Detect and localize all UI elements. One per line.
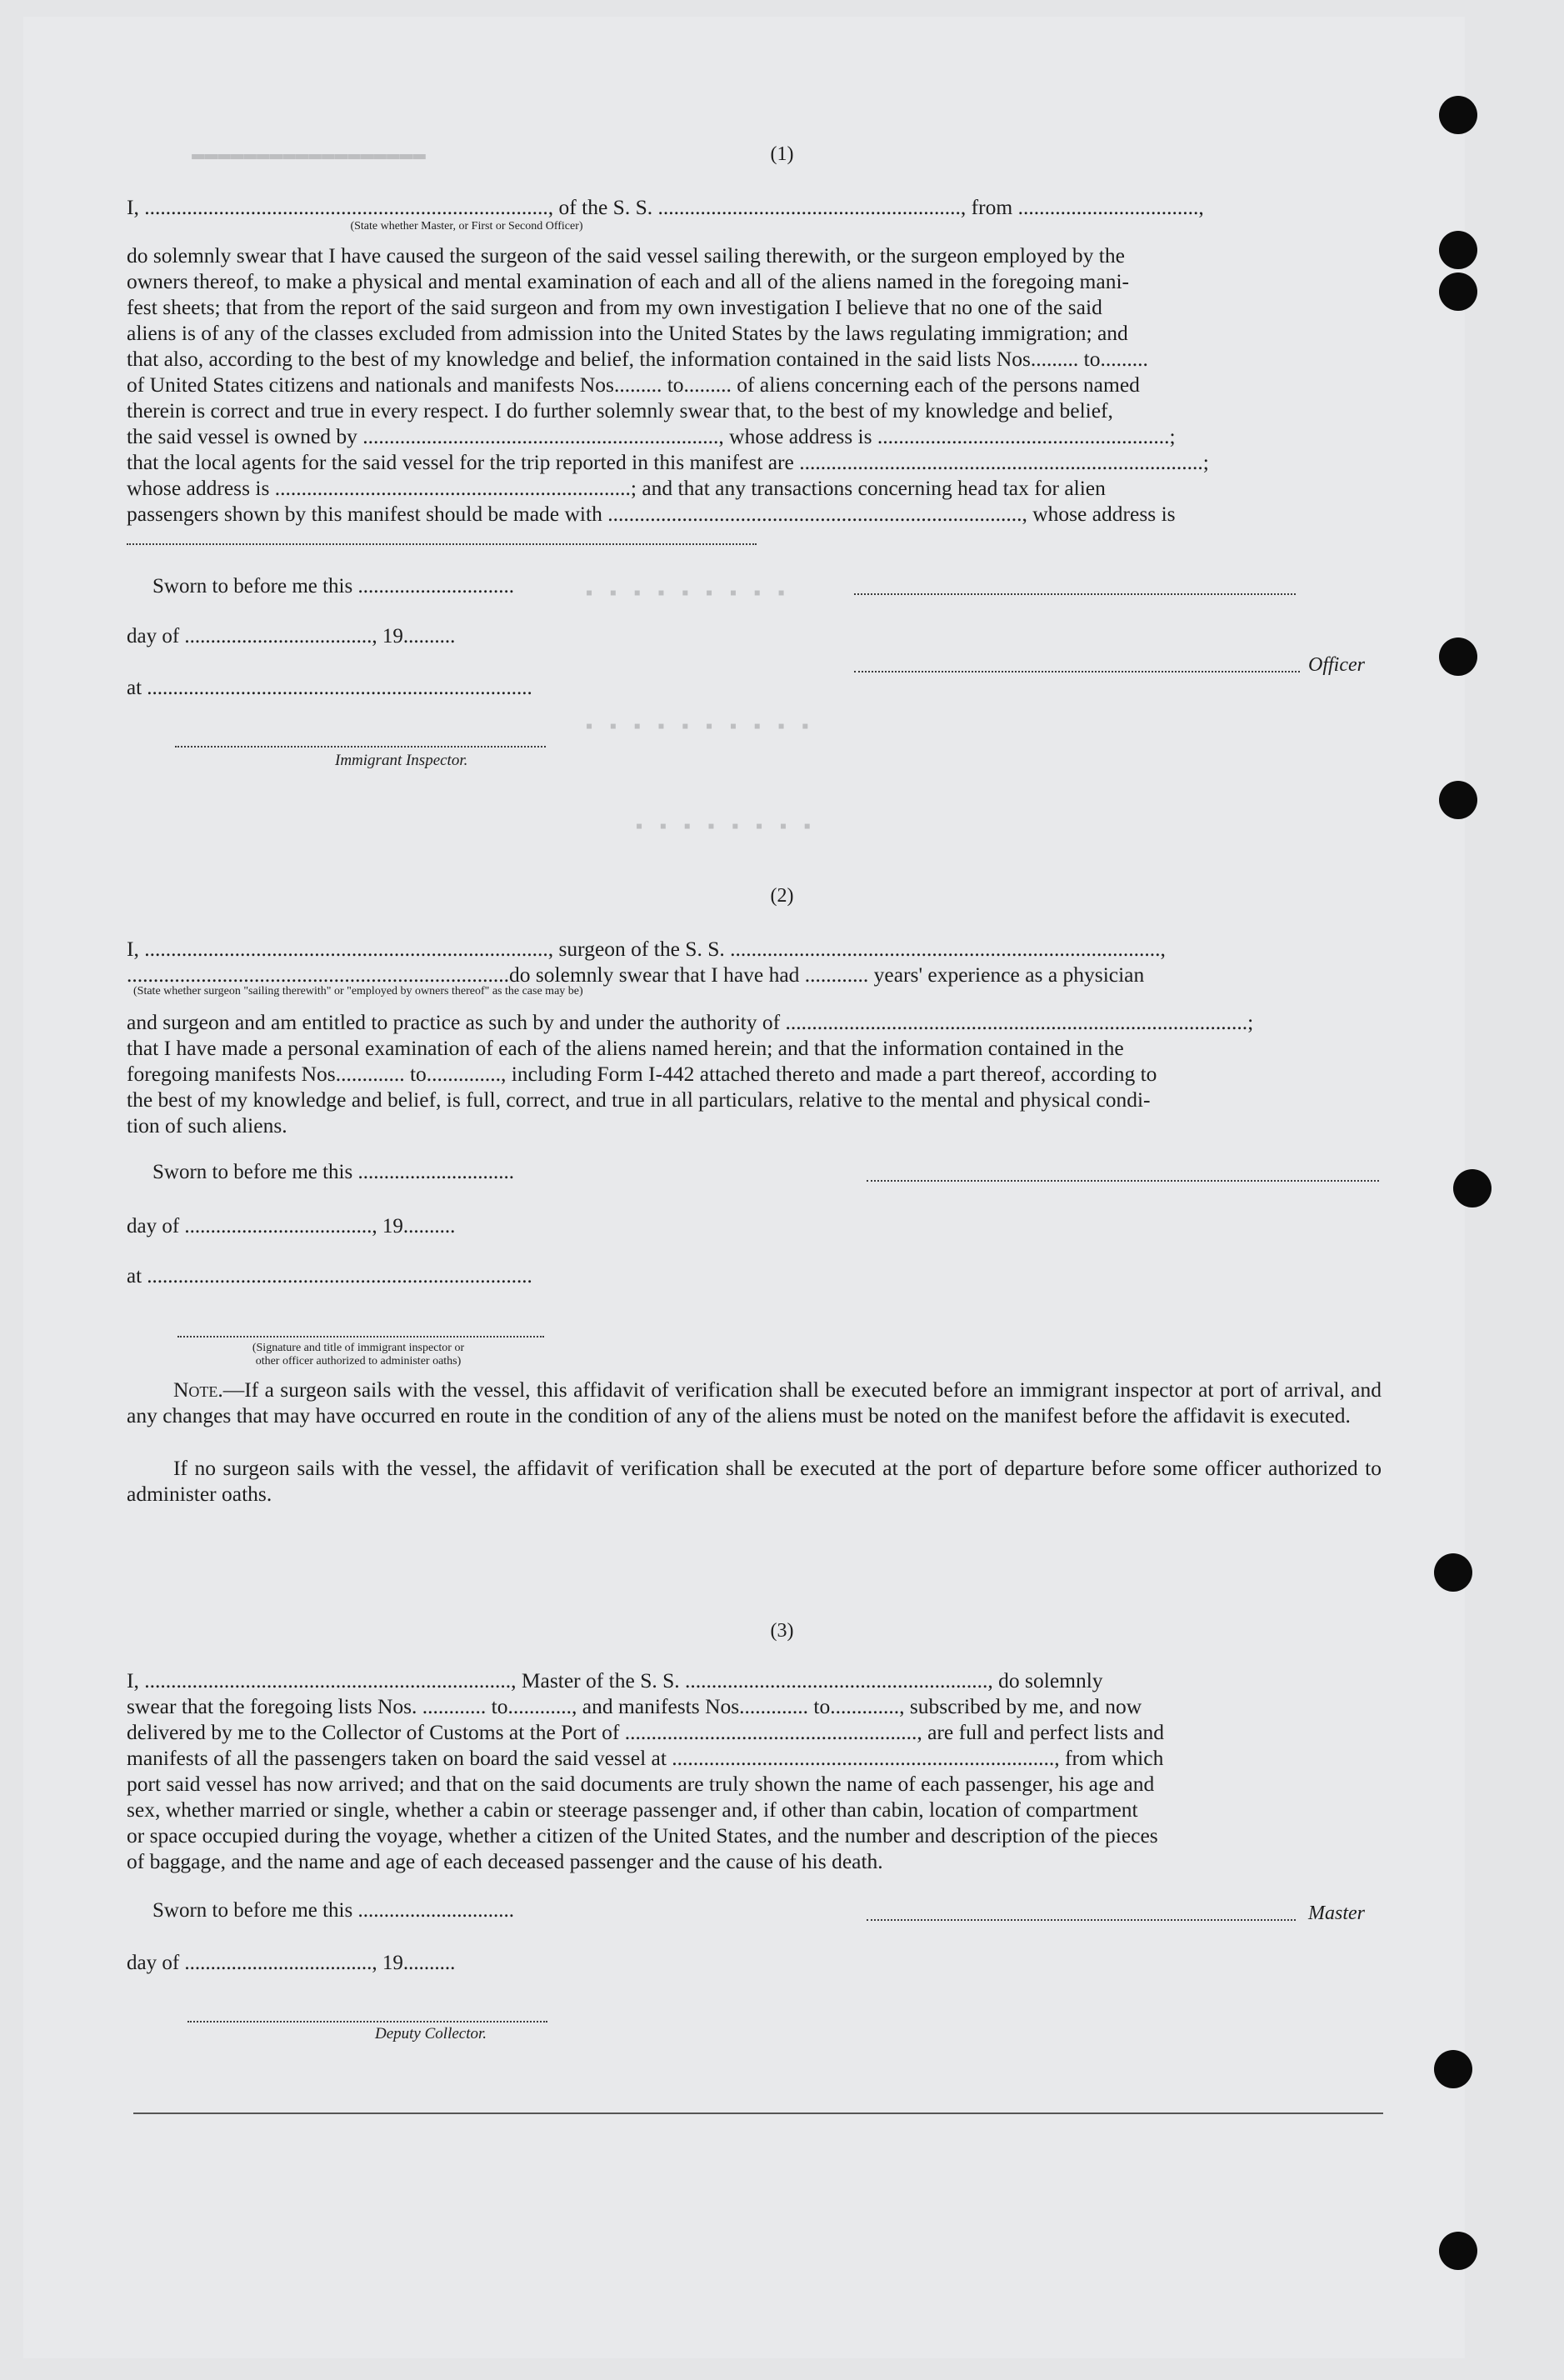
- punch-hole: [1434, 2050, 1472, 2088]
- signature-note-line: (Signature and title of immigrant inspector or: [252, 1342, 465, 1354]
- section-3-number: (3): [770, 1620, 794, 1642]
- section-1-number: (1): [770, 143, 794, 165]
- at-line: at ..........................................................................: [127, 1265, 532, 1288]
- affidavit-line: the best of my knowledge and belief, is full, correct, and true in all particulars, relative to the mental and physical condi-: [127, 1088, 1151, 1112]
- affidavit-line: tion of such aliens.: [127, 1113, 287, 1138]
- affidavit-line: whose address is ...................................................................; and that any transactions concerning head tax for alien: [127, 476, 1106, 500]
- inspector-signature-line: [177, 1336, 544, 1338]
- day-of-line: day of ...................................., 19..........: [127, 625, 456, 648]
- affidavit-line: of United States citizens and nationals and manifests Nos......... to......... of aliens concerning each of the persons named: [127, 372, 1140, 397]
- bleed-through-mark: ▪ ▪ ▪ ▪ ▪ ▪ ▪ ▪: [633, 817, 814, 839]
- bottom-rule: [133, 2112, 1383, 2114]
- affidavit-line: that also, according to the best of my knowledge and belief, the information contained in the said lists Nos......... to.........: [127, 347, 1148, 371]
- section-1-affidavit: [127, 194, 1382, 220]
- section-2-affidavit-body: [127, 1009, 1382, 1138]
- inspector-signature-line: [175, 746, 546, 748]
- affidavit-line: of baggage, and the name and age of each deceased passenger and the cause of his death.: [127, 1849, 883, 1873]
- affidavit-line: that I have made a personal examination of each of the aliens named herein; and that the information contained in the: [127, 1036, 1124, 1060]
- address-continuation-line: [127, 543, 757, 545]
- affidavit-line: or space occupied during the voyage, whether a citizen of the United States, and the number and description of the pieces: [127, 1823, 1158, 1848]
- affidavit-line: that the local agents for the said vessel for the trip reported in this manifest are ............................................................................;: [127, 450, 1209, 474]
- affidavit-line: therein is correct and true in every respect. I do further solemnly swear that, to the best of my knowledge and belief,: [127, 398, 1113, 422]
- affidavit-line: ........................................................................do solemnly swear that I have had ............ years' experience as a physician: [127, 962, 1145, 987]
- officer-caption: Officer: [1308, 654, 1365, 676]
- sworn-line: Sworn to before me this ..............................: [152, 1899, 514, 1922]
- affidavit-line: I, ....................................................................., Master of the S. S. ........................................................., do solemnly: [127, 1668, 1103, 1692]
- affidavit-line: do solemnly swear that I have caused the surgeon of the said vessel sailing therewith, or the surgeon employed by the: [127, 243, 1125, 268]
- affidavit-line: foregoing manifests Nos............. to.............., including Form I-442 attached thereto and made a part thereof, according to: [127, 1062, 1157, 1086]
- affidavit-line: owners thereof, to make a physical and mental examination of each and all of the aliens named in the foregoing mani-: [127, 269, 1130, 293]
- signature-note: [158, 1342, 558, 1368]
- affidavit-line: fest sheets; that from the report of the said surgeon and from my own investigation I believe that no one of the said: [127, 295, 1102, 319]
- punch-hole: [1434, 1553, 1472, 1592]
- punch-hole: [1439, 272, 1477, 311]
- affidavit-line: swear that the foregoing lists Nos. ............ to............, and manifests Nos............. to............., subscribed by me, and now: [127, 1694, 1142, 1718]
- note-text-2: If no surgeon sails with the vessel, the affidavit of verification shall be executed at the port of departure before some officer authorized to administer oaths.: [127, 1456, 1382, 1506]
- punch-hole: [1439, 781, 1477, 819]
- affidavit-line: aliens is of any of the classes excluded from admission into the United States by the laws regulating immigration; and: [127, 321, 1128, 345]
- day-of-line: day of ...................................., 19..........: [127, 1952, 456, 1974]
- collector-signature-line: [187, 2021, 547, 2022]
- punch-hole: [1439, 231, 1477, 269]
- punch-hole: [1439, 96, 1477, 134]
- punch-hole: [1439, 638, 1477, 676]
- sworn-line: Sworn to before me this ..............................: [152, 1161, 514, 1183]
- master-caption: Master: [1308, 1902, 1365, 1924]
- inspector-caption: Immigrant Inspector.: [335, 752, 468, 769]
- note-label: Note.: [173, 1378, 223, 1402]
- collector-caption: Deputy Collector.: [375, 2025, 487, 2042]
- affidavit-line: I, ............................................................................, surgeon of the S. S. .................................................................................,: [127, 937, 1166, 961]
- affidavit-line: the said vessel is owned by ..................................................................., whose address is .......................................................;: [127, 424, 1176, 448]
- surgeon-status-note: (State whether surgeon "sailing therewith" or "employed by owners thereof" as the case may be): [133, 985, 583, 998]
- signature-note-line: other officer authorized to administer oaths): [255, 1355, 462, 1368]
- punch-hole: [1453, 1169, 1492, 1208]
- note-paragraph-2: [127, 1455, 1382, 1507]
- bleed-through-mark: ▬▬▬▬▬▬▬▬▬▬▬▬▬▬▬▬▬▬: [192, 142, 426, 167]
- section-2-affidavit: [127, 936, 1382, 988]
- affidavit-line: passengers shown by this manifest should be made with .............................................................................., whose address is: [127, 502, 1176, 526]
- surgeon-signature-line: [867, 1180, 1379, 1182]
- day-of-line: day of ...................................., 19..........: [127, 1215, 456, 1238]
- section-3-affidavit: [127, 1668, 1382, 1874]
- section-1-affidavit-body: [127, 242, 1382, 527]
- bleed-through-mark: ▪ ▪ ▪ ▪ ▪ ▪ ▪ ▪ ▪: [583, 583, 787, 606]
- note-text: —If a surgeon sails with the vessel, this affidavit of verification shall be executed before an immigrant inspector at port of arrival, and any changes that may have occurred en route in the condition of any of the aliens must be noted on the manifest before the affidavit is executed.: [127, 1378, 1382, 1428]
- affidavit-line: I, ............................................................................, of the S. S. ........................................................., from ..................................,: [127, 195, 1204, 219]
- section-2-number: (2): [770, 885, 794, 907]
- affidavit-line: manifests of all the passengers taken on board the said vessel at ........................................................................, from which: [127, 1746, 1164, 1770]
- bleed-through-mark: ▪ ▪ ▪ ▪ ▪ ▪ ▪ ▪ ▪ ▪: [583, 717, 812, 739]
- sworn-line: Sworn to before me this ..............................: [152, 575, 514, 598]
- officer-signature-line: [854, 671, 1300, 672]
- affidavit-line: and surgeon and am entitled to practice as such by and under the authority of .......................................................................................;: [127, 1010, 1254, 1034]
- punch-hole: [1439, 2232, 1477, 2270]
- affidavit-line: sex, whether married or single, whether a cabin or steerage passenger and, if other than cabin, location of compartment: [127, 1798, 1138, 1822]
- note-paragraph: [127, 1377, 1382, 1428]
- master-signature-line: [867, 1919, 1296, 1921]
- affidavit-line: port said vessel has now arrived; and that on the said documents are truly shown the name of each passenger, his age and: [127, 1772, 1155, 1796]
- officer-rank-note: (State whether Master, or First or Second Officer): [350, 220, 583, 232]
- at-line: at ..........................................................................: [127, 677, 532, 699]
- officer-name-line: [854, 593, 1296, 595]
- affidavit-line: delivered by me to the Collector of Customs at the Port of ......................................................., are full and perfect lists and: [127, 1720, 1165, 1744]
